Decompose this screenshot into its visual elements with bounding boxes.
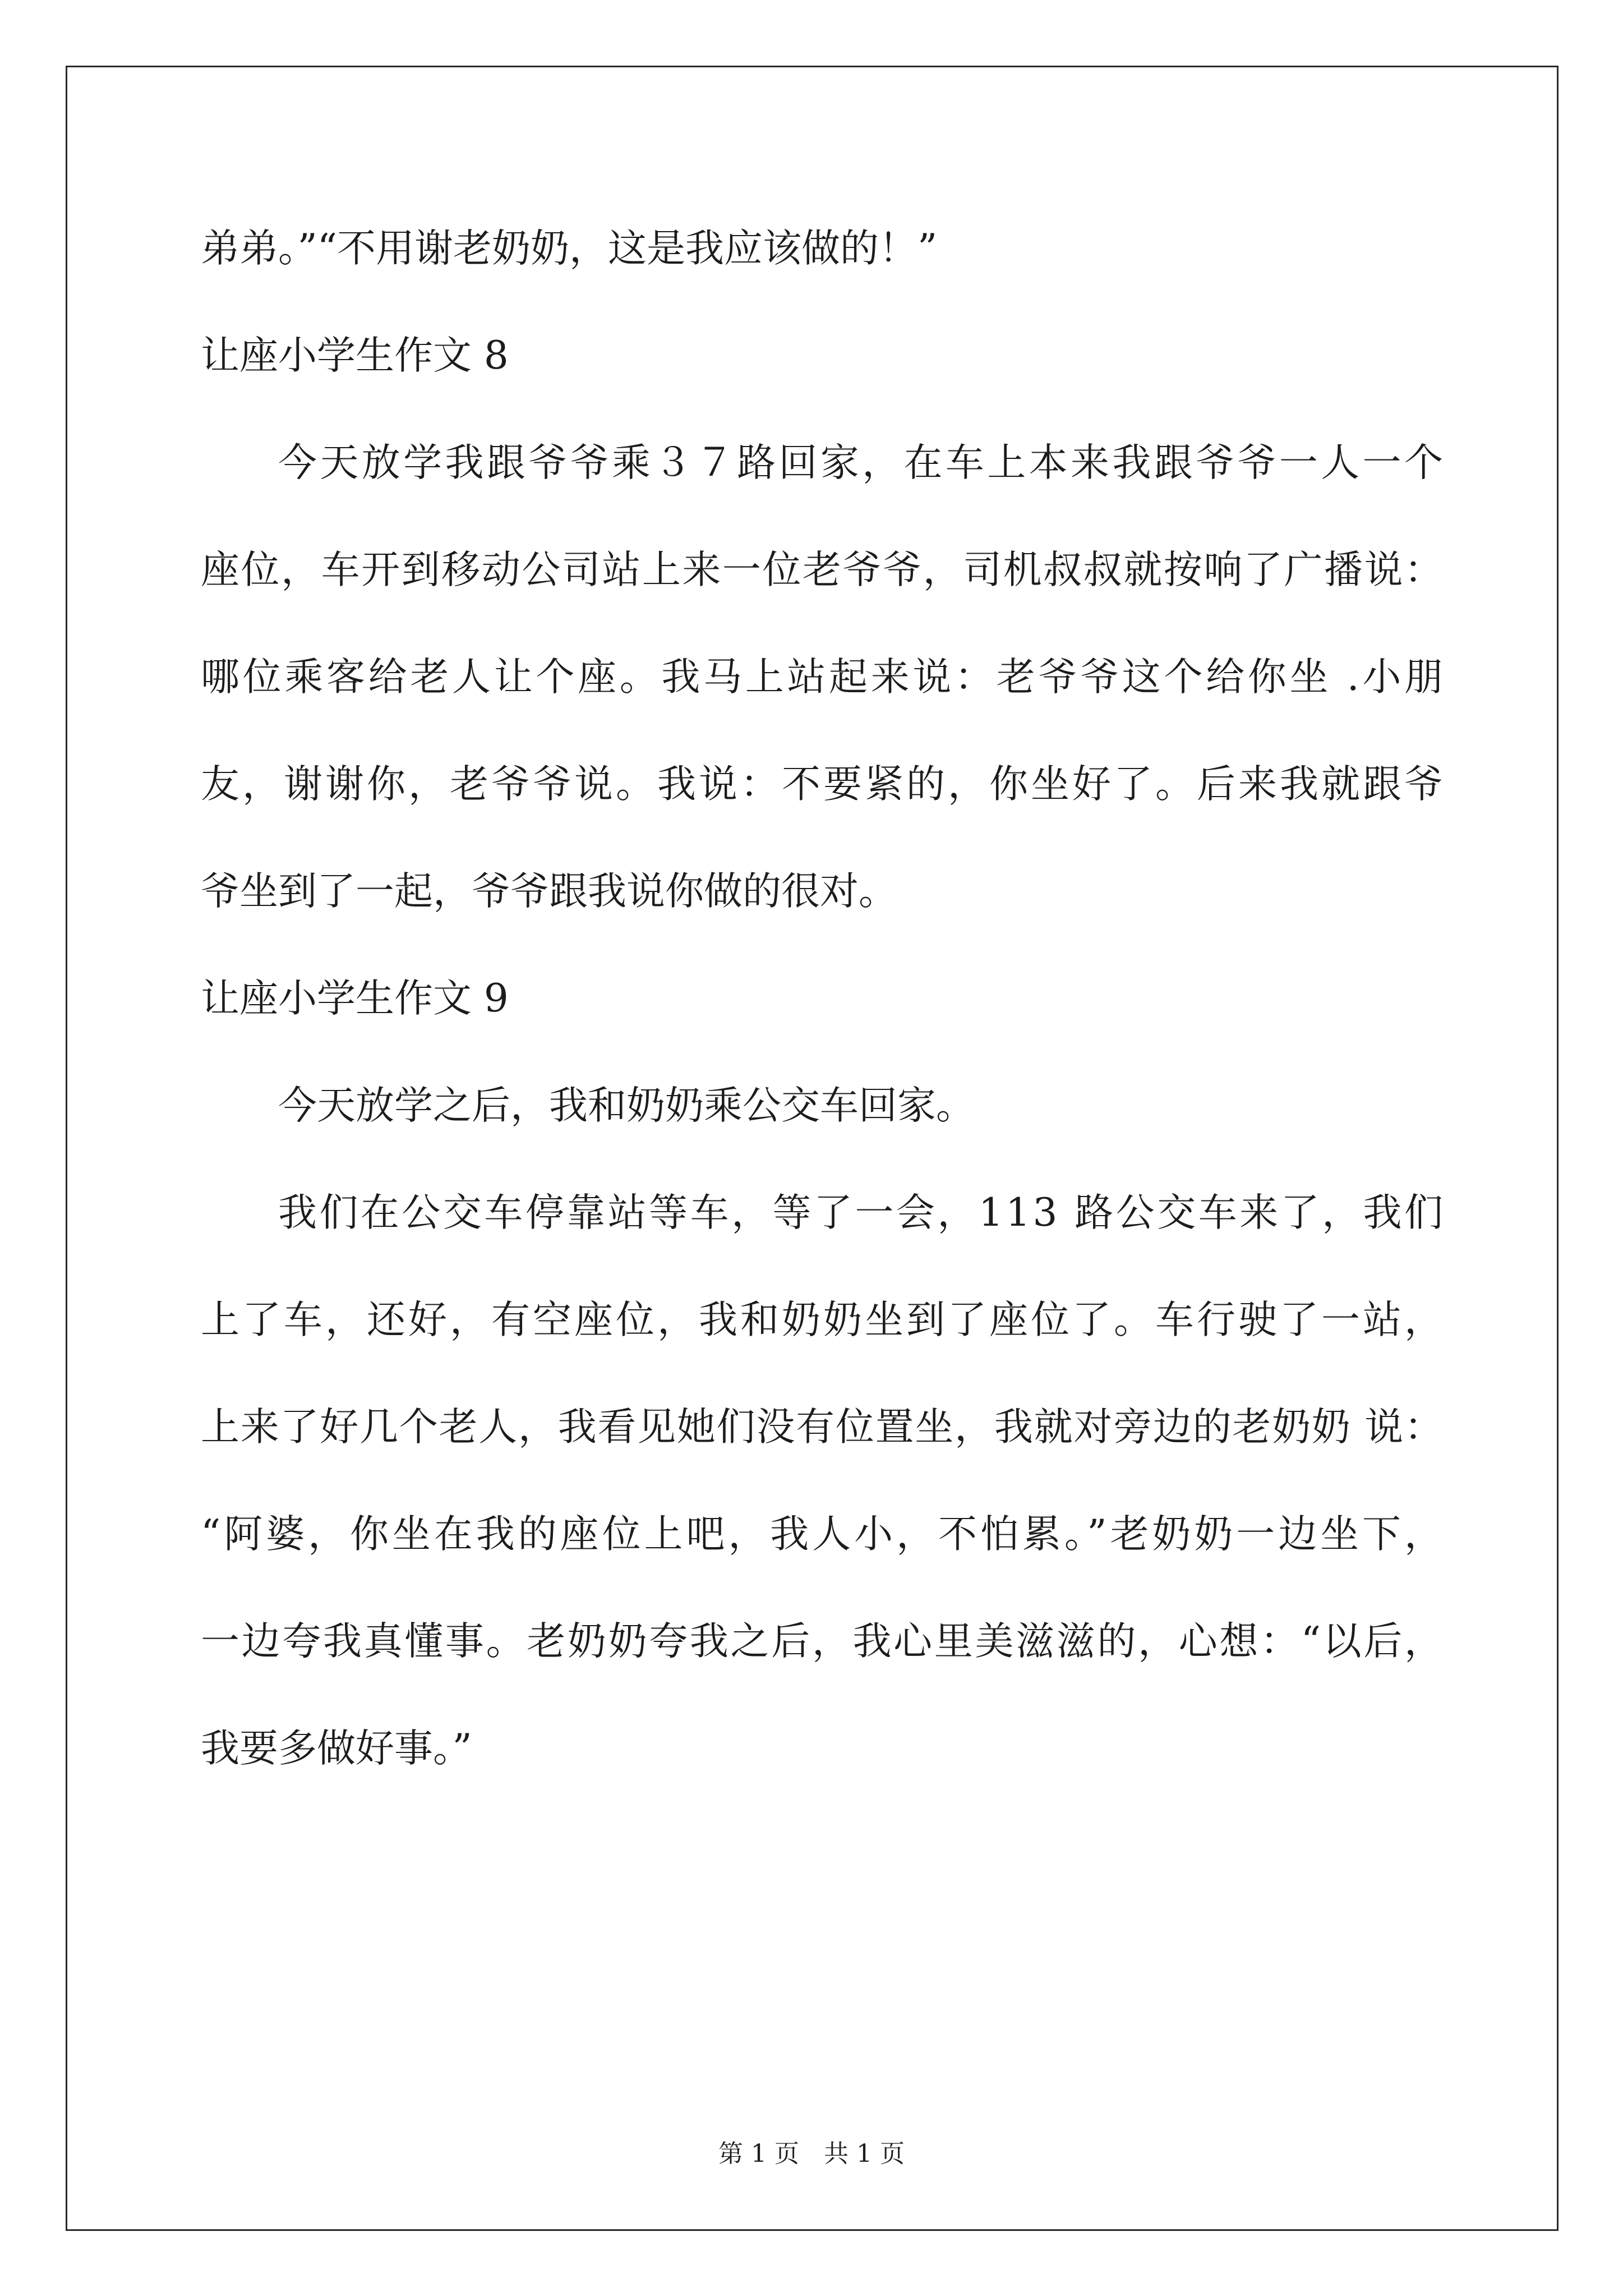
section-title-text: 让座小学生作文 8 xyxy=(201,333,509,378)
text-line xyxy=(201,1374,1443,1481)
text-line xyxy=(201,1481,1446,1588)
text-line-content: 哪位乘客给老人让个座。我马上站起来说：老爷爷这个给你坐 .小朋 xyxy=(201,655,1446,700)
text-line-content: 今天放学之后，我和奶奶乘公交车回家。 xyxy=(278,1083,975,1128)
essay-section xyxy=(201,302,1446,945)
section-title xyxy=(201,302,1443,409)
text-line xyxy=(201,1588,1443,1695)
text-line-content: 上来了好几个老人，我看见她们没有位置坐，我就对旁边的老奶奶 说： xyxy=(201,1405,1444,1450)
paragraph xyxy=(201,409,1446,945)
text-line-content: 友，谢谢你，老爷爷说。我说：不要紧的，你坐好了。后来我就跟爷 xyxy=(201,762,1446,807)
text-line xyxy=(201,731,1446,838)
text-line-content: 一边夸我真懂事。老奶奶夸我之后，我心里美滋滋的，心想：“以后， xyxy=(201,1619,1445,1664)
text-line xyxy=(201,624,1446,731)
text-line xyxy=(201,409,1446,517)
text-line xyxy=(201,1267,1446,1374)
text-line-content: 爷坐到了一起，爷爷跟我说你做的很对。 xyxy=(201,869,897,914)
text-line-content: 上了车，还好，有空座位，我和奶奶坐到了座位了。车行驶了一站， xyxy=(201,1297,1446,1342)
text-line xyxy=(201,195,1443,302)
text-line xyxy=(201,1159,1446,1267)
text-line-content: 我们在公交车停靠站等车，等了一会，113 路公交车来了，我们 xyxy=(278,1190,1446,1235)
text-line xyxy=(201,838,1443,945)
text-line-content: 座位，车开到移动公司站上来一位老爷爷，司机叔叔就按响了广播说： xyxy=(201,547,1445,592)
text-line-content: 弟弟。”“不用谢老奶奶，这是我应该做的！” xyxy=(201,226,938,271)
paragraph xyxy=(201,1052,1443,1159)
text-line-content: 我要多做好事。” xyxy=(201,1726,472,1771)
section-title-text: 让座小学生作文 9 xyxy=(201,976,509,1021)
text-line xyxy=(201,1695,1443,1802)
essay-section xyxy=(201,945,1446,1802)
paragraph-continued xyxy=(201,195,1443,302)
section-title xyxy=(201,945,1443,1052)
paragraph xyxy=(201,1159,1446,1802)
document-body xyxy=(201,195,1446,1802)
text-line-content: 今天放学我跟爷爷乘３７路回家，在车上本来我跟爷爷一人一个 xyxy=(278,440,1446,485)
text-line-content: “阿婆，你坐在我的座位上吧，我人小，不怕累。”老奶奶一边坐下， xyxy=(201,1512,1446,1557)
page-number-footer: 第 1 页 共 1 页 xyxy=(718,2139,905,2168)
text-line xyxy=(201,1052,1443,1159)
text-line xyxy=(201,517,1443,624)
